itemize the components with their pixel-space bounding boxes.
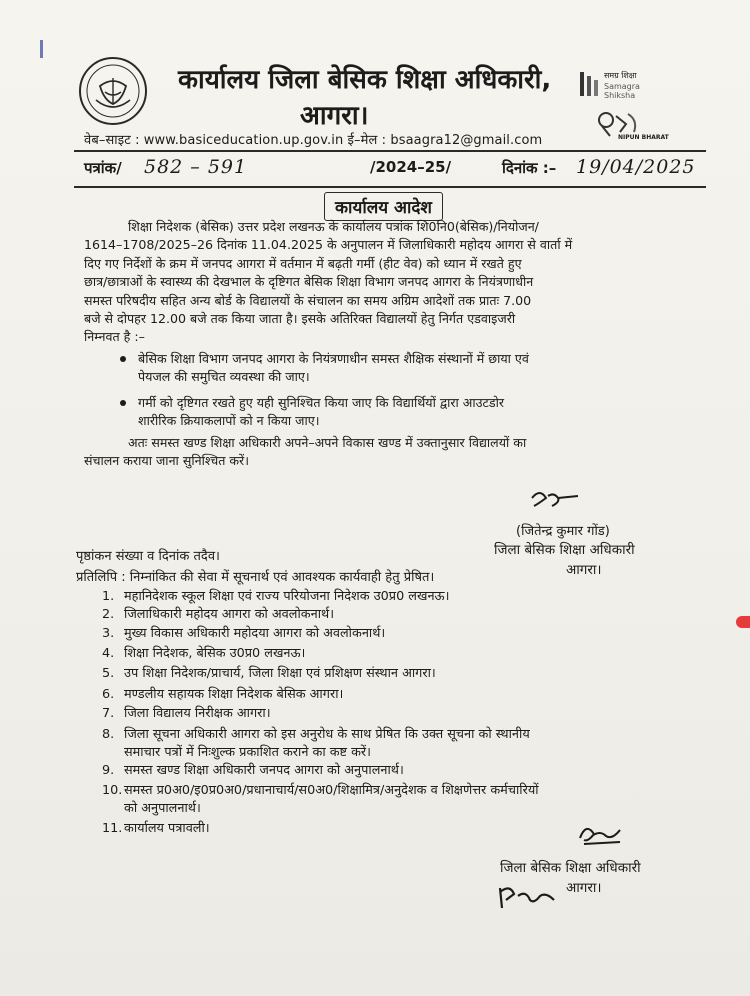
advisory-list (138, 350, 698, 438)
endorsement-heading: पृष्ठांकन संख्या व दिनांक तदैव। (76, 549, 220, 564)
patrank-label: पत्रांक/ (84, 159, 122, 177)
order-heading: कार्यालय आदेश (324, 192, 443, 221)
item-text: महानिदेशक स्कूल शिक्षा एवं राज्य परियोजना निदेशक उ0प्र0 लखनऊ। (124, 589, 450, 604)
copy-item-11 (102, 818, 210, 836)
nipun-bharat-logo (594, 110, 669, 146)
copy-item-10 (102, 780, 539, 798)
closing-line: संचालन कराया जाना सुनिश्चित करें। (84, 453, 249, 469)
copy-item-4 (102, 643, 305, 661)
advisory-text: पेयजल की समुचित व्यवस्था की जाए। (138, 369, 310, 384)
item-text: जिलाधिकारी महोदय आगरा को अवलोकनार्थ। (124, 607, 335, 622)
dinank-value: 19/04/2025 (576, 156, 696, 178)
advisory-item (138, 394, 698, 430)
item-number: 8. (102, 727, 115, 742)
copy-item-2 (102, 604, 334, 622)
red-marker (736, 616, 750, 628)
item-number: 4. (102, 646, 115, 661)
copy-item-8 (102, 724, 530, 742)
closing-line: अतः समस्त खण्ड शिक्षा अधिकारी अपने–अपने विकास खण्ड में उक्तानुसार विद्यालयों का (128, 435, 527, 450)
item-number: 7. (102, 706, 115, 721)
patrank-value: 582 – 591 (144, 156, 248, 178)
copy-item-7 (102, 703, 271, 721)
header-divider (74, 150, 706, 152)
up-government-emblem (78, 56, 148, 126)
copy-item-3 (102, 623, 385, 641)
signer-name: (जितेन्द्र कुमार गोंड) (516, 524, 610, 539)
signer-city-2: आगरा। (566, 880, 602, 896)
officer-signature-2 (574, 820, 634, 850)
item-number: 6. (102, 687, 115, 702)
item-text: समाचार पत्रों में निःशुल्क प्रकाशित कराने का कष्ट करें। (124, 745, 372, 760)
initials-signature (496, 882, 560, 910)
paragraph-line: शिक्षा निदेशक (बेसिक) उत्तर प्रदेश लखनऊ के कार्यालय पत्रांक शि0नि0(बेसिक)/नियोजन/ (128, 219, 539, 234)
advisory-text: शारीरिक क्रियाकलापों को न किया जाए। (138, 413, 320, 428)
item-number: 2. (102, 607, 115, 622)
copy-list (102, 586, 722, 846)
officer-signature-1 (528, 486, 588, 512)
item-text: मण्डलीय सहायक शिक्षा निदेशक बेसिक आगरा। (124, 687, 344, 702)
reference-divider (74, 186, 706, 188)
copy-item-6 (102, 684, 343, 702)
item-text: समस्त प्र0अ0/इ0प्र0अ0/प्रधानाचार्य/स0अ0/शिक्षामित्र/अनुदेशक व शिक्षणेत्तर कर्मचारियों (124, 783, 539, 798)
paragraph-line: दिए गए निर्देशों के क्रम में जनपद आगरा में वर्तमान में बढ़ती गर्मी (हीट वेव) को ध्यान में रखते हुए (84, 255, 522, 271)
session-year: /2024–25/ (370, 158, 452, 176)
item-number: 3. (102, 626, 115, 641)
office-city: आगरा। (300, 101, 369, 131)
copy-item-10-continued (124, 798, 201, 816)
paragraph-line: समस्त परिषदीय सहित अन्य बोर्ड के विद्यालयों के संचालन का समय अग्रिम आदेशों तक प्रातः 7.00 (84, 292, 532, 308)
dinank-label: दिनांक :– (502, 159, 557, 177)
item-text: समस्त खण्ड शिक्षा अधिकारी जनपद आगरा को अनुपालनार्थ। (124, 763, 404, 778)
copy-item-1 (102, 586, 449, 604)
advisory-item (138, 350, 698, 386)
copy-item-9 (102, 760, 404, 778)
item-text: शिक्षा निदेशक, बेसिक उ0प्र0 लखनऊ। (124, 646, 306, 661)
paragraph-line: निम्नवत है :– (84, 329, 145, 345)
copy-item-8-continued (124, 742, 371, 760)
item-text: जिला विद्यालय निरीक्षक आगरा। (124, 706, 271, 721)
samagra-hindi: समग्र शिक्षा (604, 71, 637, 80)
item-text: उप शिक्षा निदेशक/प्राचार्य, जिला शिक्षा एवं प्रशिक्षण संस्थान आगरा। (124, 666, 436, 681)
item-text: जिला सूचना अधिकारी आगरा को इस अनुरोध के साथ प्रेषित कि उक्त सूचना को स्थानीय (124, 727, 530, 742)
bullet-icon (120, 356, 126, 362)
item-text: को अनुपालनार्थ। (124, 801, 201, 816)
paragraph-line: छात्र/छात्राओं के स्वास्थ्य की देखभाल के दृष्टिगत बेसिक शिक्षा विभाग जनपद आगरा के नियंत्रणाधीन (84, 274, 534, 290)
signer-city: आगरा। (566, 562, 602, 578)
contact-line: वेब–साइट : www.basiceducation.up.gov.in ई–मेल : bsaagra12@gmail.com (84, 133, 543, 148)
item-text: कार्यालय पत्रावली। (124, 821, 210, 836)
advisory-text: बेसिक शिक्षा विभाग जनपद आगरा के नियंत्रणाधीन समस्त शैक्षिक संस्थानों में छाया एवं (138, 351, 529, 366)
signer-designation-2: जिला बेसिक शिक्षा अधिकारी (500, 860, 641, 876)
samagra-shiksha-logo (578, 66, 668, 106)
item-number: 11. (102, 821, 123, 836)
reference-row (84, 158, 694, 184)
closing-paragraph (84, 434, 706, 471)
item-number: 1. (102, 589, 115, 604)
paragraph-line: 1614–1708/2025–26 दिनांक 11.04.2025 के अनुपालन में जिलाधिकारी महोदय आगरा से वार्ता में (84, 237, 573, 253)
order-paragraph (84, 218, 706, 347)
copy-line: प्रतिलिपि : निम्नांकित की सेवा में सूचनार्थ एवं आवश्यक कार्यवाही हेतु प्रेषित। (76, 570, 435, 585)
item-text: मुख्य विकास अधिकारी महोदया आगरा को अवलोकनार्थ। (124, 626, 386, 641)
bullet-icon (120, 400, 126, 406)
advisory-text: गर्मी को दृष्टिगत रखते हुए यही सुनिश्चित किया जाए कि विद्यार्थियों द्वारा आउटडोर (138, 395, 505, 410)
paragraph-line: बजे से दोपहर 12.00 बजे तक किया जाता है। इसके अतिरिक्त विद्यालयों हेतु निर्गत एडवाइजरी (84, 311, 516, 327)
signer-designation: जिला बेसिक शिक्षा अधिकारी (494, 542, 635, 558)
item-number: 9. (102, 763, 115, 778)
item-number: 5. (102, 666, 115, 681)
copy-item-5 (102, 663, 436, 681)
item-number: 10. (102, 783, 123, 798)
office-title: कार्यालय जिला बेसिक शिक्षा अधिकारी, (178, 65, 552, 95)
nipun-label: NIPUN BHARAT (618, 134, 669, 141)
edge-mark (40, 40, 43, 58)
samagra-english: Samagra Shiksha (604, 82, 640, 100)
